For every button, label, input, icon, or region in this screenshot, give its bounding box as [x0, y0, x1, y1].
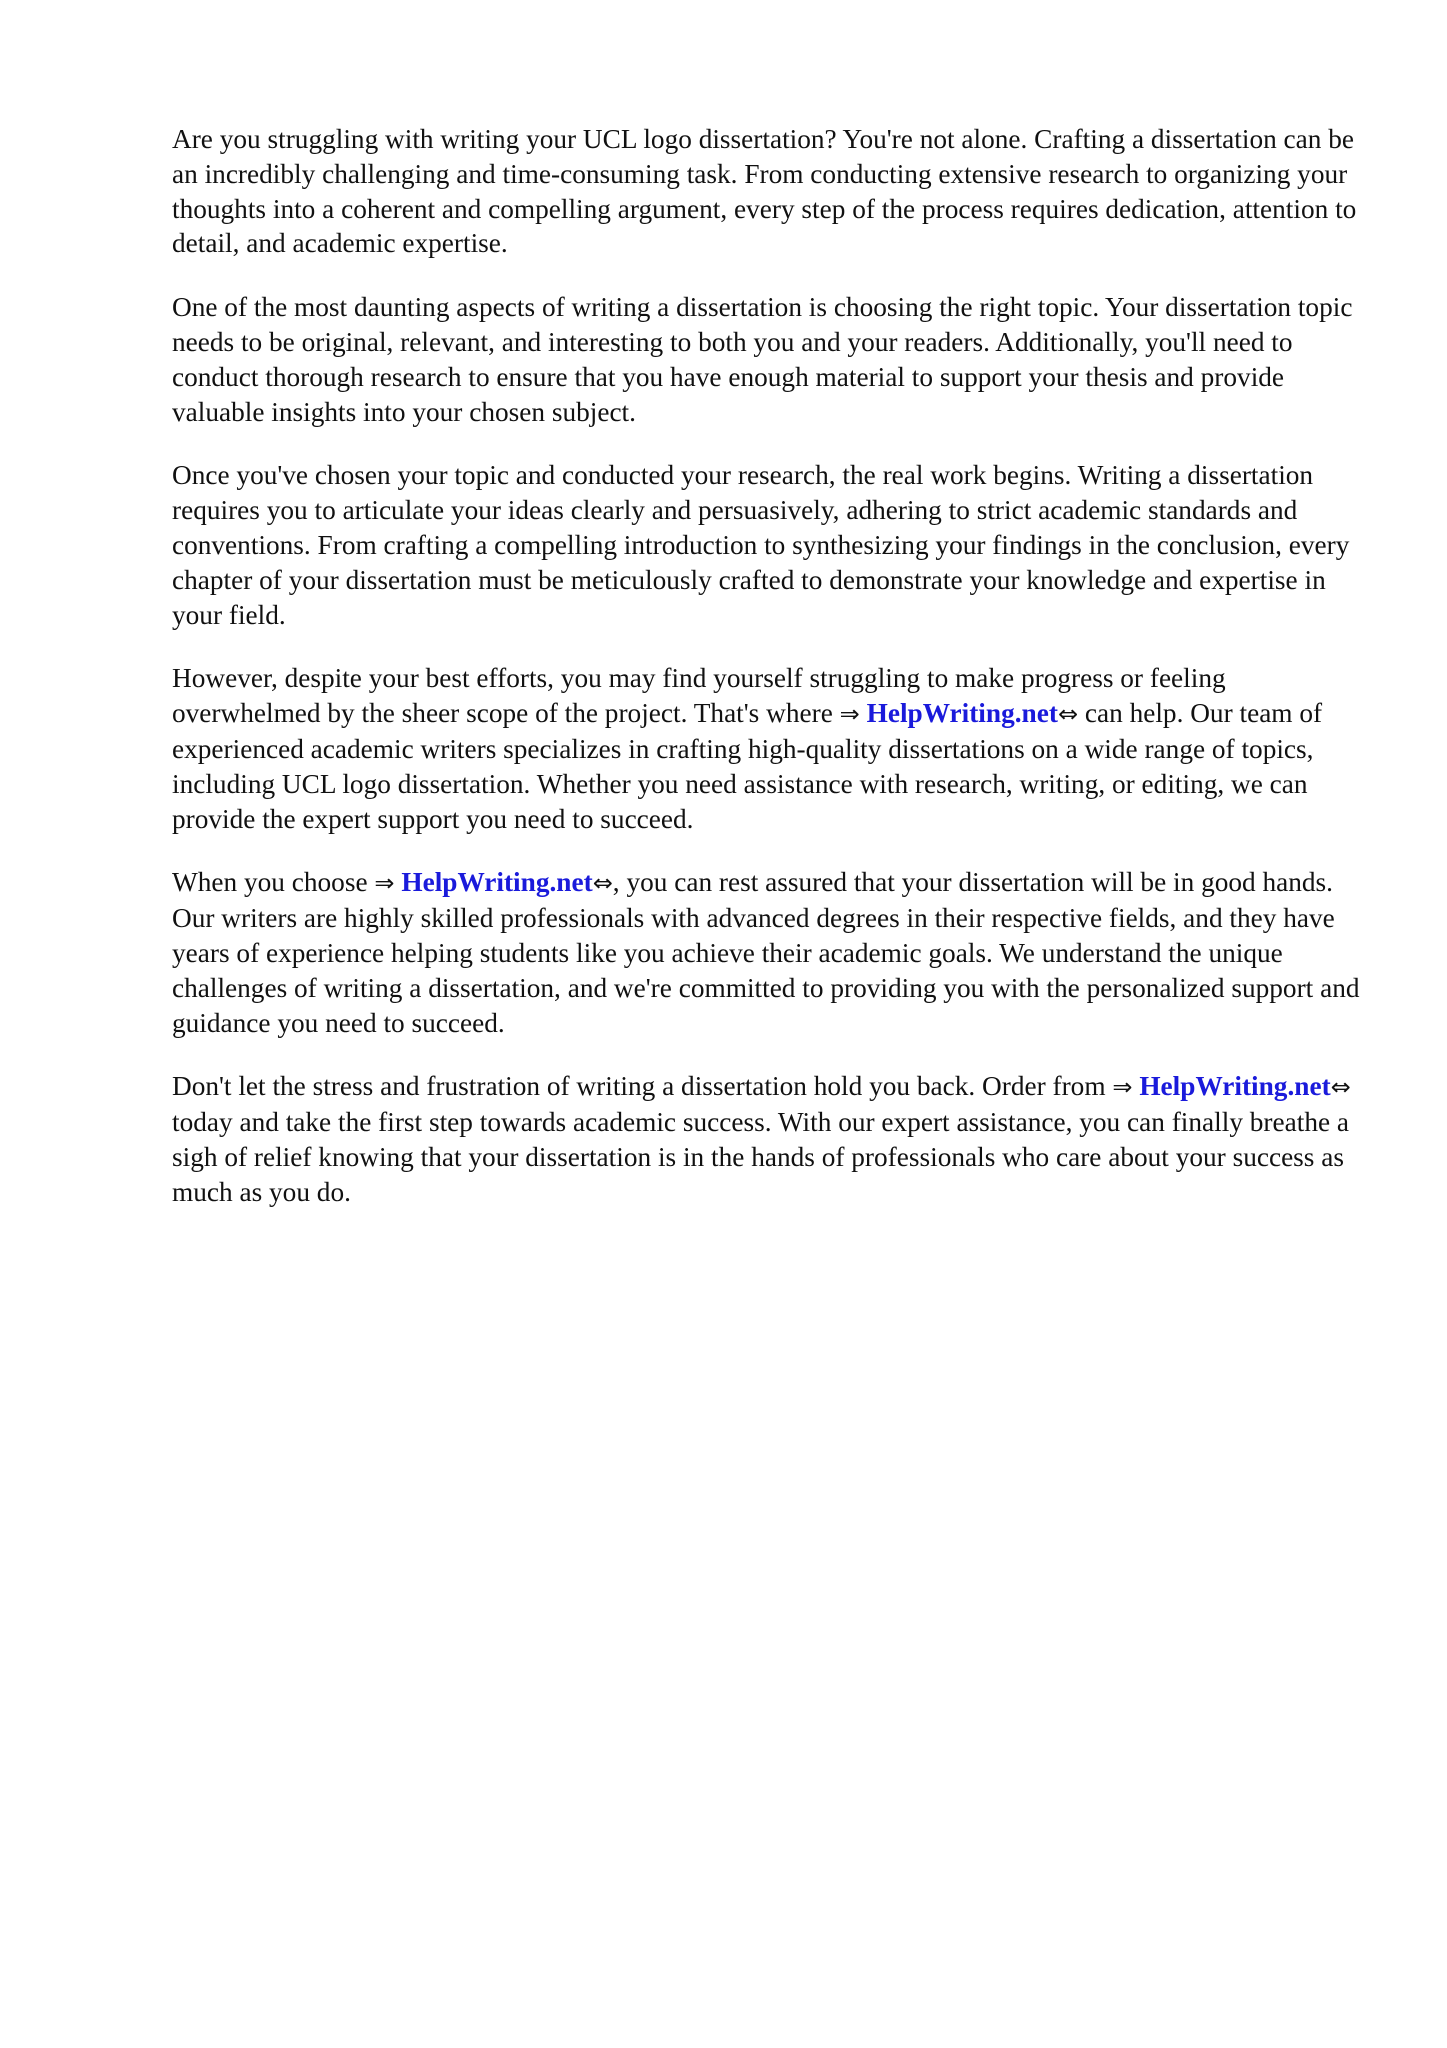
paragraph-order [172, 1069, 1372, 1209]
arrow-both-icon: ⇔ [1057, 700, 1079, 729]
document-body [172, 122, 1372, 1239]
arrow-right-icon: ⇒ [1112, 1073, 1133, 1102]
helpwriting-link[interactable]: HelpWriting.net [1139, 1071, 1331, 1102]
paragraph-writing: Once you've chosen your topic and conducted your research, the real work begins. Writing a dissertation requires you to articulate your ideas clearly and persuasively, adhering to strict academic standards and conventions. From crafting a compelling introduction to synthesizing your findings in the conclusion, every chapter of your dissertation must be meticulously crafted to demonstrate your knowledge and expertise in your field. [172, 460, 1350, 630]
helpwriting-link[interactable]: HelpWriting.net [866, 698, 1058, 729]
paragraph-intro: Are you struggling with writing your UCL logo dissertation? You're not alone. Crafting a dissertation can be an incredibly challenging and time-consuming task. From conducting extensive research to organizing your thoughts into a coherent and compelling argument, every step of the process requires dedication, attention to detail, and academic expertise. [172, 124, 1357, 259]
paragraph-choose [172, 865, 1372, 1040]
arrow-both-icon: ⇔ [1330, 1073, 1351, 1102]
text-segment: , you can rest assured that your dissertation will be in good hands. Our writers are highly skilled professionals with advanced degrees in their respective fields, and they have years of experience helping students like you achieve their academic goals. We understand the unique challenges of writing a dissertation, and we're committed to providing you with the personalized support and guidance you need to succeed. [172, 867, 1360, 1038]
arrow-both-icon: ⇔ [592, 869, 613, 898]
text-segment: today and take the first step towards academic success. With our expert assistance, you can finally breathe a sigh of relief knowing that your dissertation is in the hands of professionals who care about your success as much as you do. [172, 1107, 1350, 1207]
arrow-right-icon: ⇒ [374, 869, 395, 898]
text-segment: can help. Our team of experienced academic writers specializes in crafting high-quality dissertations on a wide range of topics, including UCL logo dissertation. Whether you need assistance with research, writing, or editing, we can provide the expert support you need to succeed. [172, 698, 1323, 834]
helpwriting-link[interactable]: HelpWriting.net [401, 867, 593, 898]
text-segment: When you choose [172, 867, 375, 898]
arrow-right-icon: ⇒ [839, 700, 860, 729]
text-segment: Don't let the stress and frustration of writing a dissertation hold you back. Order from [172, 1071, 1113, 1102]
paragraph-topic: One of the most daunting aspects of writing a dissertation is choosing the right topic. Your dissertation topic needs to be original, relevant, and interesting to both you and your readers. Additionally, you'll need to conduct thorough research to ensure that you have enough material to support your thesis and provide valuable insights into your chosen subject. [172, 292, 1353, 427]
text-segment: However, despite your best efforts, you may find yourself struggling to make progress or feeling overwhelmed by the sheer scope of the project. That's where [172, 663, 1226, 729]
paragraph-help [172, 661, 1372, 836]
